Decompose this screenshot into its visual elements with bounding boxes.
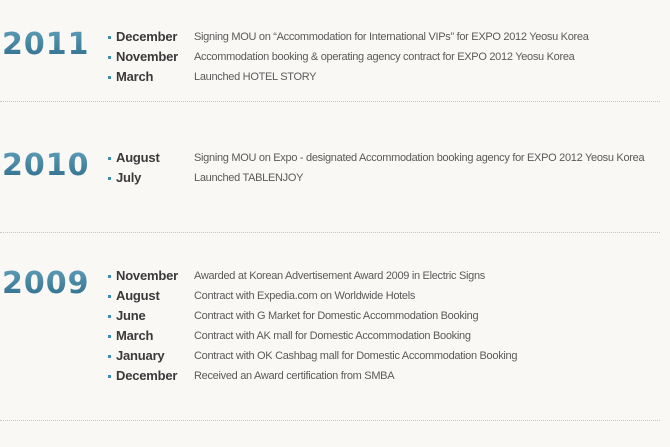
event-description: Received an Award certification from SMBA — [194, 370, 395, 382]
bullet-icon — [108, 375, 111, 378]
event-month: July — [116, 170, 142, 185]
section-divider — [0, 232, 660, 233]
event-month: January — [116, 348, 165, 363]
event-month: December — [116, 29, 178, 44]
event-description: Signing MOU on Expo - designated Accommodation booking agency for EXPO 2012 Yeosu Korea — [194, 152, 645, 164]
bullet-icon — [108, 157, 111, 160]
year-heading: 2011 — [2, 27, 90, 62]
event-description: Contract with OK Cashbag mall for Domestic Accommodation Booking — [194, 350, 518, 362]
bullet-icon — [108, 335, 111, 338]
bullet-icon — [108, 315, 111, 318]
event-month: March — [116, 69, 154, 84]
bullet-icon — [108, 177, 111, 180]
section-divider — [0, 420, 660, 421]
event-description: Awarded at Korean Advertisement Award 2009 in Electric Signs — [194, 270, 485, 282]
event-month: August — [116, 288, 160, 303]
event-month: November — [116, 49, 178, 64]
bullet-icon — [108, 275, 111, 278]
bullet-icon — [108, 355, 111, 358]
event-description: Contract with Expedia.com on Worldwide Hotels — [194, 290, 416, 302]
event-month: June — [116, 308, 146, 323]
event-description: Contract with G Market for Domestic Accommodation Booking — [194, 310, 479, 322]
event-month: March — [116, 328, 154, 343]
event-month: December — [116, 368, 178, 383]
event-description: Launched TABLENJOY — [194, 172, 304, 184]
event-month: August — [116, 150, 160, 165]
event-description: Signing MOU on “Accommodation for International VIPs” for EXPO 2012 Yeosu Korea — [194, 31, 589, 43]
bullet-icon — [108, 56, 111, 59]
event-description: Launched HOTEL STORY — [194, 71, 317, 83]
bullet-icon — [108, 76, 111, 79]
bullet-icon — [108, 295, 111, 298]
section-divider — [0, 101, 660, 102]
year-heading: 2010 — [2, 148, 90, 183]
year-heading: 2009 — [2, 266, 90, 301]
event-description: Contract with AK mall for Domestic Accommodation Booking — [194, 330, 471, 342]
bullet-icon — [108, 36, 111, 39]
event-description: Accommodation booking & operating agency contract for EXPO 2012 Yeosu Korea — [194, 51, 575, 63]
event-month: November — [116, 268, 178, 283]
